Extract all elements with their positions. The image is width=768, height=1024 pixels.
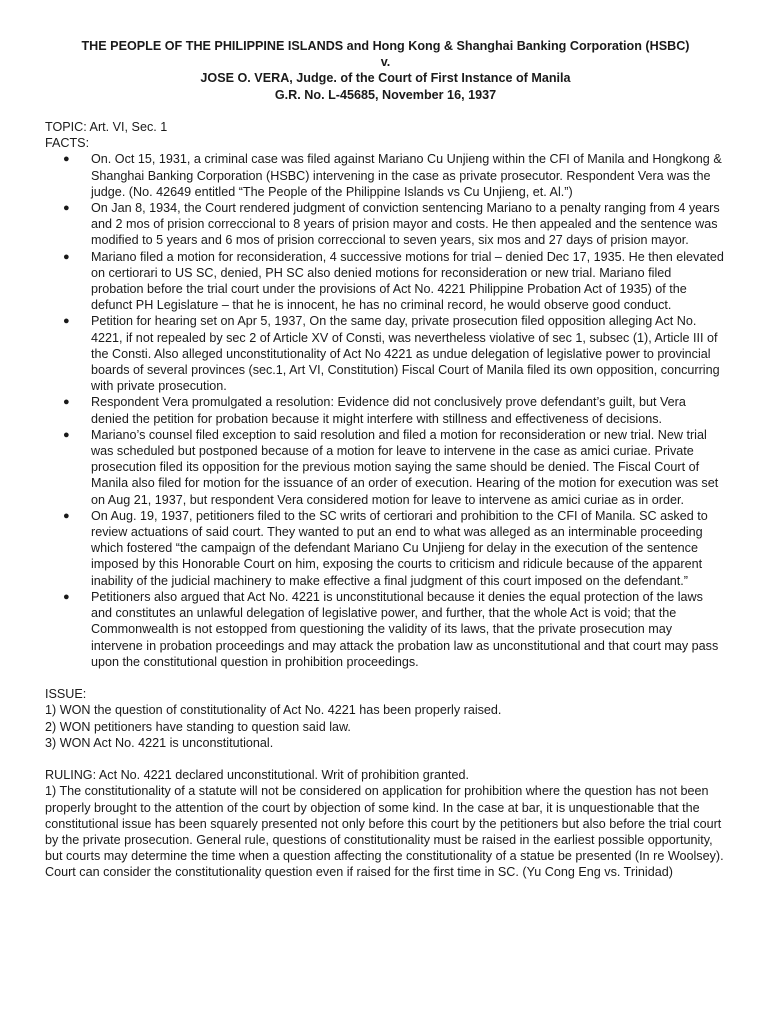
issue-heading: ISSUE: xyxy=(45,687,87,702)
fact-item xyxy=(45,200,726,249)
bullet-icon: ● xyxy=(63,590,70,603)
case-citation: G.R. No. L-45685, November 16, 1937 xyxy=(274,87,497,102)
ruling-paragraph: 1) The constitutionality of a statute will not be considered on application for prohibition where the question has not been properly brought to the attention of the court by objection of some kind. In the case at bar, it is unquestionable that the constitutional issue has been squarely presented not only before this court by the petitioners but also before the trial court by the private prosecution. General rule, questions of constitutionality must be raised in the earliest possible opportunity, but courts may determine the time when a question affecting the constitutionality of a statue be presented (In re Woolsey). Court can consider the constitutionality question even if raised for the first time in SC. (Yu Cong Eng vs. Trinidad) xyxy=(45,784,724,880)
bullet-icon: ● xyxy=(63,509,70,522)
case-title-parties: THE PEOPLE OF THE PHILIPPINE ISLANDS and Hong Kong & Shanghai Banking Corporation (HSBC) xyxy=(81,39,690,53)
bullet-icon: ● xyxy=(63,250,70,263)
fact-text: Petition for hearing set on Apr 5, 1937, On the same day, private prosecution filed opposition alleging Act No. 4221, if not repealed by sec 2 of Article XV of Consti, was nevertheless violative of sec 1, subsec (1), Article III of the Consti. Also alleged unconstitutionality of Act No 4221 as undue delegation of legislative power to provincial boards of several provinces (sec.1, Art VI, Constitution) Fiscal Court of Manila filed its own opposition, concurring with private prosecution. xyxy=(91,314,720,394)
facts-heading: FACTS: xyxy=(45,136,90,151)
bullet-icon: ● xyxy=(63,202,70,215)
fact-item xyxy=(45,508,726,589)
bullet-icon: ● xyxy=(63,315,70,328)
topic-line: TOPIC: Art. VI, Sec. 1 xyxy=(45,120,168,134)
issue-item: 1) WON the question of constitutionality of Act No. 4221 has been properly raised. xyxy=(45,703,502,718)
fact-text: Petitioners also argued that Act No. 4221 is unconstitutional because it denies the equal protection of the laws and constitutes an unlawful delegation of legislative power, and further, that the whole Act is void; that the Commonwealth is not estopped from questioning the validity of its laws, that the private prosecution may intervene in probation proceedings and may attack the probation law as unconstitutional and that court may pass upon the constitutional question in prohibition proceedings. xyxy=(91,589,719,669)
bullet-icon: ● xyxy=(63,153,70,166)
facts-list xyxy=(45,151,726,670)
fact-item xyxy=(45,394,726,426)
case-title-respondent: JOSE O. VERA, Judge. of the Court of First Instance of Manila xyxy=(200,71,571,86)
fact-text: Mariano’s counsel filed exception to said resolution and filed a motion for reconsideration or new trial. New trial was scheduled but postponed because of a motion for leave to intervene in the case as amici curiae. Private prosecution filed its opposition for the previous motion saying the same should be denied. The Fiscal Court of Manila also filed for motion for the issuance of an order of execution. Hearing of the motion for execution was set on Aug 21, 1937, but respondent Vera considered motion for leave to intervene as amici curiae as in order. xyxy=(91,427,719,507)
issue-item: 3) WON Act No. 4221 is unconstitutional. xyxy=(45,735,274,750)
bullet-icon: ● xyxy=(63,428,70,441)
fact-text: On Jan 8, 1934, the Court rendered judgment of conviction sentencing Mariano to a penalty ranging from 4 years and 2 mos of prision correccional to 8 years of prision mayor and costs. He then appealed and the sentence was modified to 5 years and 6 mos of prision correccional to seven years, six mos and 27 days of prision mayor. xyxy=(91,201,720,248)
fact-item xyxy=(45,313,726,394)
fact-text: On Aug. 19, 1937, petitioners filed to the SC writs of certiorari and prohibition to the CFI of Manila. SC asked to review actuations of said court. They wanted to put an end to what was alleged as an interminable proceeding which fostered “the campaign of the defendant Mariano Cu Unjieng for delay in the execution of the sentence imposed by this Honorable Court on him, exposing the courts to criticism and ridicule because of the apparent inability of the judicial machinery to make effective a final judgment of this court imposed on the defendant.” xyxy=(91,508,708,588)
ruling-heading: RULING: Act No. 4221 declared unconstitutional. Writ of prohibition granted. xyxy=(45,768,469,783)
bullet-icon: ● xyxy=(63,396,70,409)
case-title-block xyxy=(45,38,726,103)
fact-item xyxy=(45,427,726,508)
fact-item xyxy=(45,151,726,200)
fact-text: Respondent Vera promulgated a resolution: Evidence did not conclusively prove defendant’s guilt, but Vera denied the petition for probation because it might interfere with stillness and effectiveness of decisions. xyxy=(91,395,686,426)
fact-text: Mariano filed a motion for reconsideration, 4 successive motions for trial – denied Dec 17, 1935. He then elevated on certiorari to US SC, denied, PH SC also denied motions for reconsideration or new trial. Mariano filed probation before the trial court under the provisions of Act No. 4221 Philippine Probation Act of 1935) of the defunct PH Legislature – that he is innocent, he has no criminal record, he would observe good conduct. xyxy=(91,249,724,313)
case-title-versus: v. xyxy=(380,55,391,70)
fact-item xyxy=(45,589,726,670)
fact-item xyxy=(45,249,726,314)
fact-text: On. Oct 15, 1931, a criminal case was filed against Mariano Cu Unjieng within the CFI of Manila and Hongkong & Shanghai Banking Corporation (HSBC) intervening in the case as private prosecutor. Respondent Vera was the judge. (No. 42649 entitled “The People of the Philippine Islands vs Cu Unjieng, et. Al.”) xyxy=(91,152,722,199)
issue-item: 2) WON petitioners have standing to question said law. xyxy=(45,719,351,734)
